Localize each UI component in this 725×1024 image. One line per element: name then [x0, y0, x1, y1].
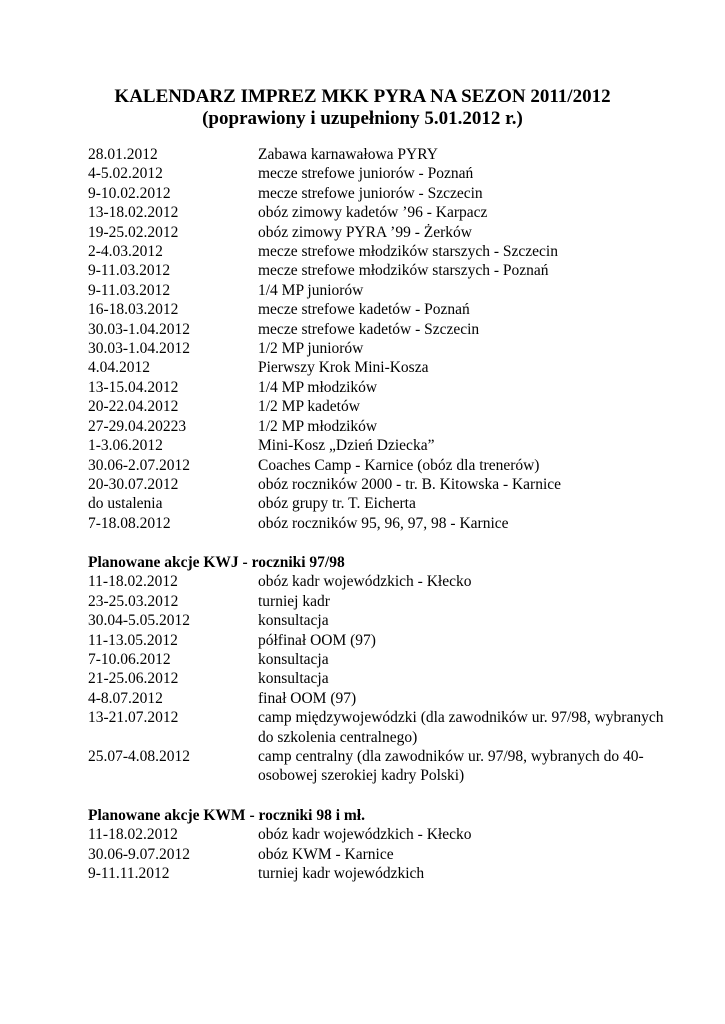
event-description: obóz zimowy kadetów ’96 - Karpacz	[258, 204, 488, 222]
event-description: konsultacja	[258, 670, 329, 688]
event-date: do ustalenia	[88, 495, 163, 513]
event-row	[88, 223, 668, 242]
event-description: Zabawa karnawałowa PYRY	[258, 146, 438, 163]
event-date: 28.01.2012	[88, 146, 158, 163]
event-row	[88, 300, 668, 319]
event-description: mecze strefowe kadetów - Szczecin	[258, 320, 480, 338]
event-row	[88, 320, 668, 339]
event-description: mecze strefowe młodzików starszych - Szczecin	[258, 243, 558, 261]
document-title	[0, 86, 725, 130]
event-description: 1/2 MP juniorów	[258, 340, 364, 358]
event-description: 1/4 MP młodzików	[258, 378, 378, 396]
event-date: 9-11.03.2012	[88, 281, 171, 299]
event-description: obóz roczników 95, 96, 97, 98 - Karnice	[258, 514, 509, 532]
event-row	[88, 339, 668, 358]
event-date: 4-5.02.2012	[88, 165, 163, 183]
event-date: 30.04-5.05.2012	[88, 612, 191, 630]
kwm-heading: Planowane akcje KWM - roczniki 98 i mł.	[88, 807, 365, 824]
event-description: mecze strefowe juniorów - Poznań	[258, 165, 474, 183]
event-row	[88, 145, 668, 164]
event-date: 9-11.11.2012	[88, 865, 170, 883]
event-description: camp międzywojewódzki (dla zawodników ur. 97/98, wybranych do szkolenia centralnego)	[258, 709, 664, 746]
event-date: 20-30.07.2012	[88, 475, 179, 493]
event-date: 30.06-9.07.2012	[88, 845, 191, 863]
event-date: 16-18.03.2012	[88, 301, 179, 319]
event-date: 25.07-4.08.2012	[88, 748, 191, 766]
event-row	[88, 475, 668, 494]
event-date: 11-18.02.2012	[88, 573, 178, 591]
event-description: mecze strefowe kadetów - Poznań	[258, 301, 470, 319]
event-row	[88, 378, 668, 397]
event-description: Pierwszy Krok Mini-Kosza	[258, 359, 429, 377]
title-line-1: KALENDARZ IMPREZ MKK PYRA NA SEZON 2011/2012	[114, 86, 611, 107]
event-date: 21-25.06.2012	[88, 670, 179, 688]
event-description: finał OOM (97)	[258, 689, 357, 707]
event-row	[88, 845, 668, 864]
event-row	[88, 261, 668, 280]
event-description: 1/2 MP kadetów	[258, 398, 360, 416]
event-date: 27-29.04.20223	[88, 417, 187, 435]
event-row	[88, 864, 668, 883]
event-date: 4-8.07.2012	[88, 689, 163, 707]
event-row	[88, 708, 668, 747]
event-row	[88, 689, 668, 708]
event-description: obóz kadr wojewódzkich - Kłecko	[258, 573, 472, 591]
event-description: 1/4 MP juniorów	[258, 281, 364, 299]
event-row	[88, 417, 668, 436]
event-description: mecze strefowe młodzików starszych - Poznań	[258, 262, 549, 280]
kwj-events-list	[88, 572, 668, 785]
event-row	[88, 572, 668, 591]
event-row	[88, 436, 668, 455]
event-row	[88, 397, 668, 416]
event-description: konsultacja	[258, 612, 329, 630]
event-date: 30.06-2.07.2012	[88, 456, 191, 474]
event-date: 13-21.07.2012	[88, 709, 179, 727]
event-date: 7-18.08.2012	[88, 514, 171, 532]
event-description: 1/2 MP młodzików	[258, 417, 378, 435]
event-row	[88, 669, 668, 688]
event-date: 11-18.02.2012	[88, 826, 178, 844]
event-date: 23-25.03.2012	[88, 592, 179, 610]
event-description: turniej kadr wojewódzkich	[258, 865, 425, 883]
event-row	[88, 631, 668, 650]
event-description: obóz roczników 2000 - tr. B. Kitowska - Karnice	[258, 475, 562, 493]
event-row	[88, 242, 668, 261]
event-date: 13-18.02.2012	[88, 204, 179, 222]
event-date: 4.04.2012	[88, 359, 150, 377]
kwm-section	[88, 806, 668, 884]
event-date: 30.03-1.04.2012	[88, 340, 191, 358]
title-line-2: (poprawiony i uzupełniony 5.01.2012 r.)	[202, 108, 523, 129]
event-date: 1-3.06.2012	[88, 437, 163, 455]
event-description: Mini-Kosz „Dzień Dziecka”	[258, 437, 435, 455]
event-description: obóz KWM - Karnice	[258, 845, 394, 863]
event-date: 30.03-1.04.2012	[88, 320, 191, 338]
main-events-list	[88, 145, 668, 533]
event-description: konsultacja	[258, 651, 329, 669]
event-row	[88, 650, 668, 669]
event-date: 19-25.02.2012	[88, 223, 179, 241]
event-row	[88, 592, 668, 611]
event-description: turniej kadr	[258, 592, 330, 610]
event-description: obóz grupy tr. T. Eicherta	[258, 495, 416, 513]
event-description: camp centralny (dla zawodników ur. 97/98, wybranych do 40-osobowej szerokiej kadry Polski)	[258, 748, 644, 785]
event-date: 11-13.05.2012	[88, 631, 178, 649]
event-row	[88, 164, 668, 183]
event-row	[88, 494, 668, 513]
event-row	[88, 456, 668, 475]
event-date: 13-15.04.2012	[88, 378, 179, 396]
event-date: 2-4.03.2012	[88, 243, 163, 261]
event-description: obóz zimowy PYRA ’99 - Żerków	[258, 223, 472, 241]
kwj-section	[88, 553, 668, 786]
event-row	[88, 184, 668, 203]
event-description: półfinał OOM (97)	[258, 631, 376, 649]
event-description: obóz kadr wojewódzkich - Kłecko	[258, 826, 472, 844]
event-date: 20-22.04.2012	[88, 398, 179, 416]
kwm-events-list	[88, 825, 668, 883]
event-date: 9-11.03.2012	[88, 262, 171, 280]
event-row	[88, 203, 668, 222]
event-date: 9-10.02.2012	[88, 184, 171, 202]
event-description: mecze strefowe juniorów - Szczecin	[258, 184, 483, 202]
event-row	[88, 611, 668, 630]
event-row	[88, 281, 668, 300]
event-row	[88, 358, 668, 377]
kwj-heading: Planowane akcje KWJ - roczniki 97/98	[88, 554, 345, 571]
event-row	[88, 514, 668, 533]
event-date: 7-10.06.2012	[88, 651, 171, 669]
event-description: Coaches Camp - Karnice (obóz dla trenerów)	[258, 456, 540, 474]
event-row	[88, 747, 668, 786]
event-row	[88, 825, 668, 844]
